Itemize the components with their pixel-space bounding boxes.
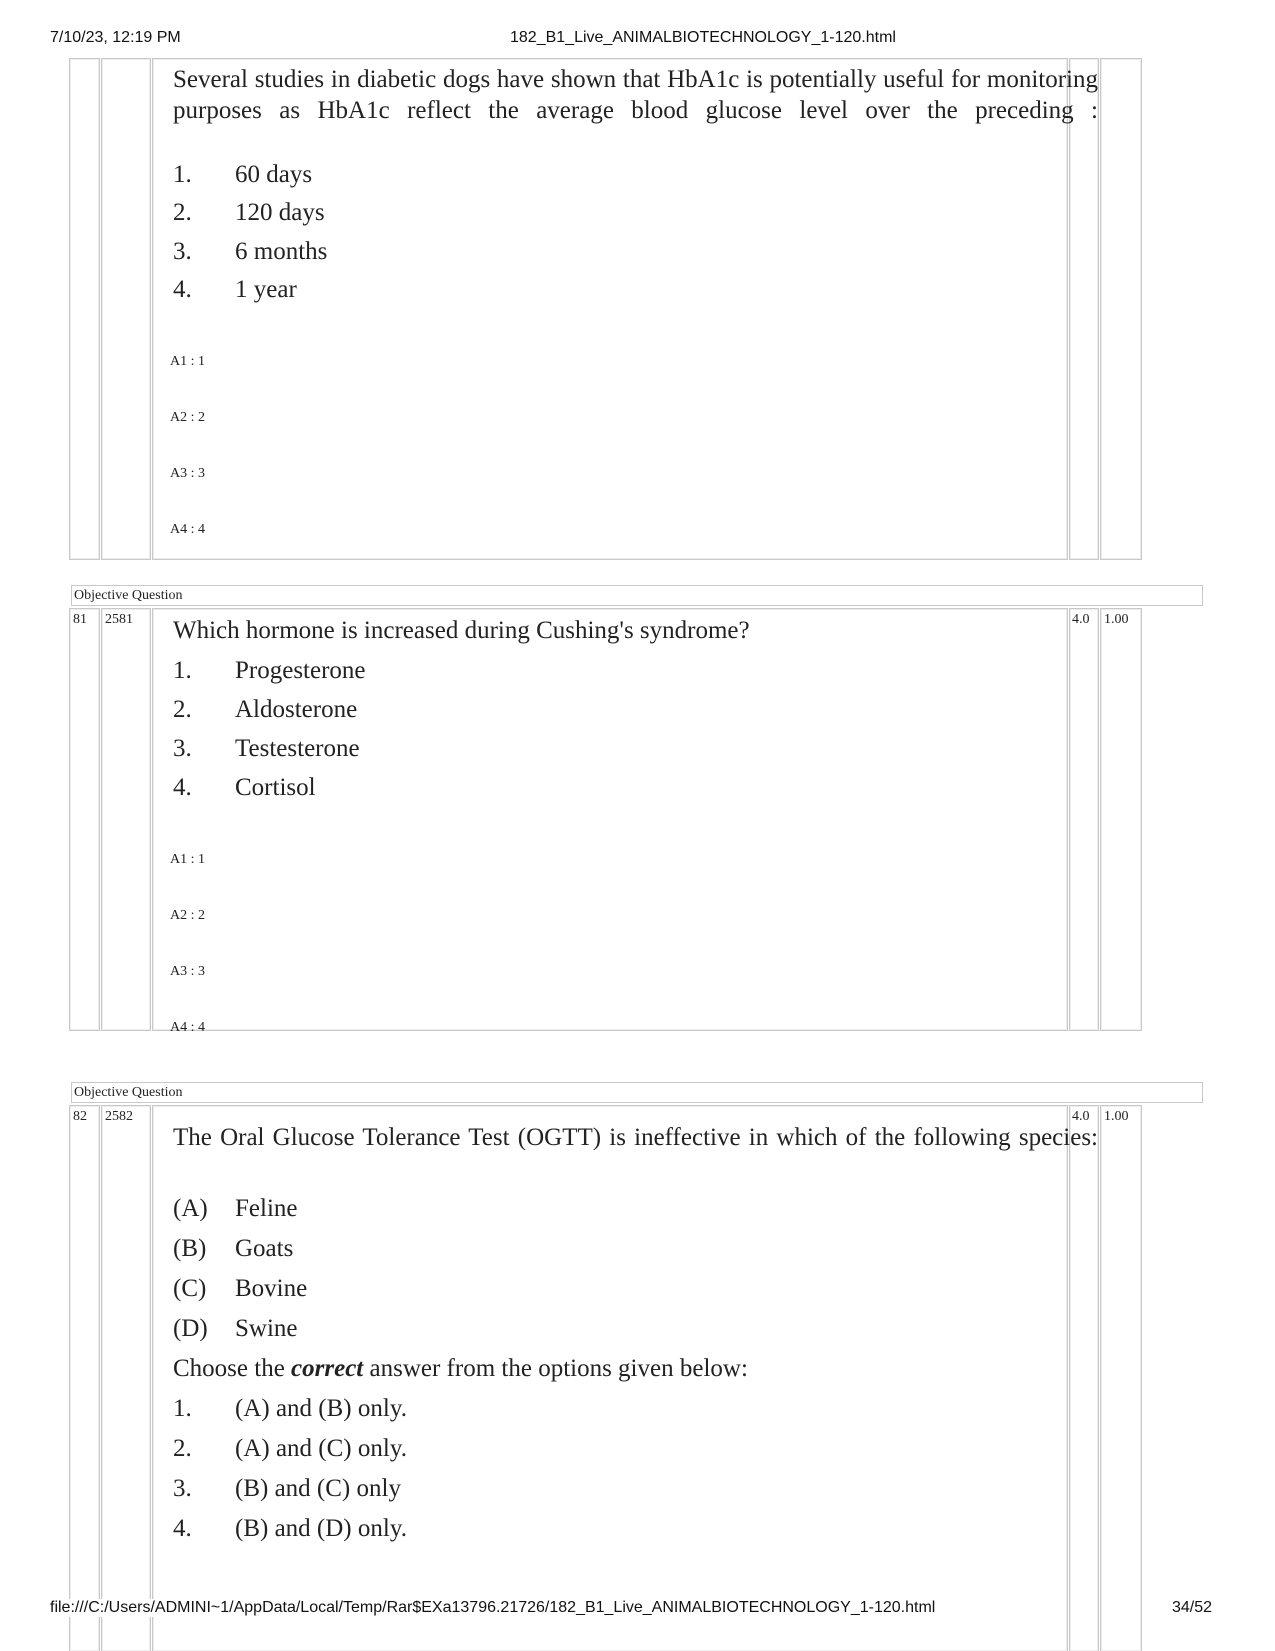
sno-cell — [69, 1105, 100, 1651]
question-82-text: The Oral Glucose Tolerance Test (OGTT) is ineffective in which of the following species: — [173, 1124, 1098, 1151]
option-number: 3. — [173, 238, 192, 265]
option-number: 4. — [173, 1515, 192, 1542]
marks-cell — [1069, 58, 1099, 560]
print-page-number: 34/52 — [1172, 1599, 1213, 1616]
option-text: 60 days — [235, 161, 313, 188]
print-doc-title: 182_B1_Live_ANIMALBIOTECHNOLOGY_1-120.html — [510, 29, 896, 46]
option-text: Aldosterone — [235, 696, 358, 723]
option-text: 6 months — [235, 238, 328, 265]
option-text: 120 days — [235, 199, 325, 226]
option-number: 2. — [173, 696, 192, 723]
marks: 4.0 — [1072, 1109, 1090, 1124]
option-number: 4. — [173, 774, 192, 801]
option-text: (A) and (C) only. — [235, 1435, 407, 1462]
option-number: 4. — [173, 276, 192, 303]
option-text: Testesterone — [235, 735, 360, 762]
item-text: Bovine — [235, 1275, 308, 1302]
option-text: Cortisol — [235, 774, 316, 801]
item-text: Feline — [235, 1195, 298, 1222]
answer-key: A4 : 4 — [170, 1020, 205, 1035]
question-cell — [152, 58, 1068, 560]
serial-number: 82 — [73, 1109, 87, 1124]
question-type-label: Objective Question — [71, 585, 1203, 606]
answer-key: A3 : 3 — [170, 466, 205, 481]
option-number: 1. — [173, 657, 192, 684]
serial-number: 81 — [73, 612, 87, 627]
option-number: 2. — [173, 1435, 192, 1462]
negative-marks: 1.00 — [1104, 612, 1129, 627]
qid-cell — [101, 58, 151, 560]
option-number: 1. — [173, 161, 192, 188]
item-label: (C) — [173, 1275, 207, 1302]
instruction-emphasis: correct — [291, 1355, 364, 1382]
item-text: Swine — [235, 1315, 298, 1342]
negative-cell — [1100, 1105, 1142, 1651]
answer-key: A4 : 4 — [170, 522, 205, 537]
question-type-label: Objective Question — [71, 1082, 1203, 1103]
instruction-text: Choose the correct answer from the options given below: — [173, 1355, 748, 1382]
item-label: (A) — [173, 1195, 208, 1222]
option-text: (A) and (B) only. — [235, 1395, 407, 1422]
question-id: 2582 — [105, 1109, 133, 1124]
question-id: 2581 — [105, 612, 133, 627]
qid-cell — [101, 1105, 151, 1651]
negative-cell — [1100, 608, 1142, 1031]
sno-cell — [69, 58, 100, 560]
marks-cell — [1069, 608, 1099, 1031]
answer-key: A3 : 3 — [170, 964, 205, 979]
negative-marks: 1.00 — [1104, 1109, 1129, 1124]
item-label: (B) — [173, 1235, 207, 1262]
option-number: 1. — [173, 1395, 192, 1422]
question-80-text: Several studies in diabetic dogs have shown that HbA1c is potentially useful for monitoring purposes as HbA1c reflect the average blood glucose level over the preceding : — [173, 66, 1098, 124]
marks-cell — [1069, 1105, 1099, 1651]
option-text: (B) and (D) only. — [235, 1515, 407, 1542]
print-file-path: file:///C:/Users/ADMINI~1/AppData/Local/Temp/Rar$EXa13796.21726/182_B1_Live_ANIMALBIOTECHNOLOGY_1-120.html — [50, 1599, 941, 1617]
negative-cell — [1100, 58, 1142, 560]
answer-key: A1 : 1 — [170, 852, 205, 867]
option-text: 1 year — [235, 276, 297, 303]
qid-cell — [101, 608, 151, 1031]
option-text: (B) and (C) only — [235, 1475, 401, 1502]
option-number: 3. — [173, 735, 192, 762]
option-text: Progesterone — [235, 657, 366, 684]
option-number: 3. — [173, 1475, 192, 1502]
marks: 4.0 — [1072, 612, 1090, 627]
answer-key: A2 : 2 — [170, 410, 205, 425]
sno-cell — [69, 608, 100, 1031]
item-text: Goats — [235, 1235, 294, 1262]
option-number: 2. — [173, 199, 192, 226]
answer-key: A1 : 1 — [170, 354, 205, 369]
answer-key: A2 : 2 — [170, 908, 205, 923]
item-label: (D) — [173, 1315, 208, 1342]
print-datetime: 7/10/23, 12:19 PM — [50, 29, 181, 46]
question-81-text: Which hormone is increased during Cushing's syndrome? — [173, 617, 750, 644]
